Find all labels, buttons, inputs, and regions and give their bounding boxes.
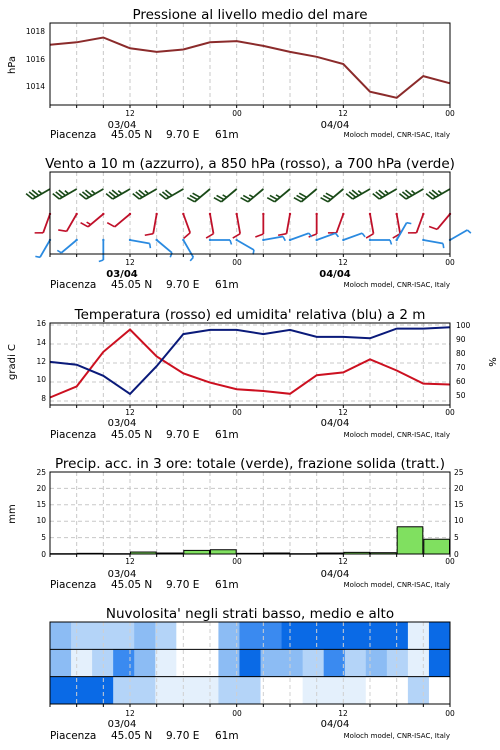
wind-barb-base [395, 239, 397, 241]
wind-barb-shaft [397, 214, 400, 234]
cloud-cell-medio [345, 649, 367, 676]
wind-barb-halffeather [92, 191, 96, 194]
wind-barb-shaft [237, 214, 240, 234]
wind-barb-shaft [423, 240, 443, 243]
pressure-date-0304: 03/04 [107, 120, 137, 131]
cloud-cell-alto [71, 622, 93, 649]
wind-barb-shaft [43, 214, 50, 233]
cloud-cell-alto [197, 622, 219, 649]
pressure-ytick-1014: 1014 [25, 82, 45, 91]
temp-credit: Moloch model, CNR-ISAC, Italy [343, 431, 450, 439]
wind-barb-shaft [237, 240, 254, 250]
wind-barb-base [75, 239, 77, 241]
temp-location-elev: 61m [215, 429, 239, 441]
pressure-credit: Moloch model, CNR-ISAC, Italy [343, 131, 450, 139]
cloud-credit: Moloch model, CNR-ISAC, Italy [343, 732, 450, 740]
precip-ytick-right-5: 5 [454, 533, 459, 542]
wind-barb-halffeather [390, 240, 392, 245]
cloud-cell-medio [197, 649, 219, 676]
cloud-date-0404: 04/04 [320, 719, 350, 730]
wind-barb-halffeather [150, 243, 151, 248]
wind-xtick-00a: 00 [232, 258, 242, 267]
cloud-cell-alto [324, 622, 346, 649]
cloud-cell-alto [303, 622, 325, 649]
wind-barb-shaft [210, 214, 213, 234]
wind-barb-feather [107, 223, 114, 227]
wind-barb-850 [58, 213, 78, 232]
wind-barb-halffeather [87, 222, 91, 224]
wind-barb-halffeather [38, 191, 42, 194]
cloud-cell-basso [387, 677, 409, 704]
cloud-cell-basso [176, 677, 198, 704]
cloud-cell-basso [282, 677, 304, 704]
wind-barb-halffeather [358, 191, 362, 194]
precip-date-0404: 04/04 [320, 569, 350, 580]
wind-xtick-00b: 00 [445, 258, 455, 267]
cloud-cell-medio [387, 649, 409, 676]
wind-barb-700 [321, 189, 344, 202]
hum-ytick-90: 90 [456, 335, 466, 344]
wind-barb-halffeather [145, 191, 149, 194]
wind-barb-base [209, 213, 211, 215]
wind-barb-base [102, 239, 104, 241]
cloud-cell-medio [239, 649, 261, 676]
temp-location-lon: 9.70 E [166, 429, 200, 441]
wind-date-0304: 03/04 [106, 269, 138, 280]
wind-barb-850 [182, 213, 190, 239]
wind-barb-base [395, 213, 397, 215]
cloud-cell-basso [113, 677, 135, 704]
wind-barb-10m [262, 237, 285, 242]
hum-ytick-60: 60 [456, 377, 466, 386]
wind-barb-shaft [40, 240, 50, 257]
pressure-ytick-1018: 1018 [25, 27, 45, 36]
precip-ytick-right-0: 0 [454, 550, 459, 559]
temp-ytick-10: 10 [36, 375, 46, 384]
cloud-cell-alto [155, 622, 177, 649]
wind-barb-base [289, 213, 291, 215]
wind-barb-850 [278, 213, 291, 235]
wind-barb-base [155, 213, 157, 215]
wind-barb-850 [309, 213, 318, 237]
wind-barb-700 [159, 189, 183, 199]
wind-barb-base [342, 239, 344, 241]
wind-barb-shaft [370, 214, 373, 234]
wind-barb-base [422, 213, 424, 215]
precip-grid [50, 472, 450, 557]
wind-barbs [26, 189, 471, 262]
wind-location-name: Piacenza [50, 279, 97, 291]
precip-ytick-right-25: 25 [454, 468, 464, 477]
wind-barb-base [315, 239, 317, 241]
wind-barb-700 [214, 189, 237, 202]
wind-barb-10m [342, 233, 365, 241]
pressure-location-elev: 61m [215, 129, 239, 141]
wind-barb-shaft [183, 214, 190, 233]
cloud-cell-alto [239, 622, 261, 649]
wind-barb-base [129, 213, 131, 215]
cloud-location-lat: 45.05 N [111, 730, 153, 742]
wind-barb-halffeather [118, 191, 122, 194]
wind-barb-700 [106, 189, 130, 199]
precip-ytick-10: 10 [36, 516, 46, 525]
wind-location-lon: 9.70 E [166, 279, 200, 291]
wind-barb-700 [53, 189, 77, 199]
wind-barb-10m [369, 239, 392, 245]
cloud-cell-medio [366, 649, 388, 676]
wind-barb-base [209, 239, 211, 241]
cloud-cell-alto [134, 622, 156, 649]
wind-barb-10m [422, 239, 444, 248]
wind-barb-halffeather [283, 237, 285, 241]
pressure-xtick-12a: 12 [125, 109, 135, 118]
wind-panel [26, 156, 471, 291]
precip-bar [397, 527, 423, 554]
pressure-location-lon: 9.70 E [166, 129, 200, 141]
pressure-panel [7, 7, 455, 141]
cloud-cell-medio [176, 649, 198, 676]
precip-ytick-15: 15 [36, 500, 46, 509]
wind-date-0404: 04/04 [319, 269, 351, 280]
cloud-xtick-12a: 12 [125, 709, 135, 718]
temp-location-name: Piacenza [50, 429, 97, 441]
precipitation-panel [7, 456, 464, 591]
cloud-cell-basso [324, 677, 346, 704]
wind-barb-700 [133, 189, 157, 199]
wind-barb-halffeather [57, 250, 61, 252]
wind-barb-10m [99, 239, 105, 262]
wind-barb-base [369, 213, 371, 215]
temperature-frame [50, 323, 450, 405]
wind-barb-base [262, 213, 264, 215]
wind-barb-feather [58, 230, 66, 231]
temperature-grid [50, 323, 450, 408]
precip-bar [184, 550, 210, 554]
wind-barb-850 [107, 213, 131, 227]
wind-barb-700 [26, 189, 50, 199]
pressure-xtick-00b: 00 [445, 109, 455, 118]
wind-barb-10m [235, 239, 254, 255]
temp-ytick-12: 12 [36, 357, 46, 366]
wind-barb-850 [206, 213, 213, 238]
wind-barb-base [315, 213, 317, 215]
precip-ylabel: mm [7, 504, 18, 524]
wind-barb-halffeather [249, 195, 253, 197]
wind-barb-10m [57, 239, 78, 253]
precip-bars [51, 527, 450, 554]
wind-barb-shaft [263, 237, 283, 240]
precip-location-lat: 45.05 N [111, 579, 153, 591]
wind-barb-shaft [317, 233, 336, 240]
wind-barb-850 [81, 213, 105, 227]
wind-barb-shaft [287, 214, 290, 234]
temp-date-0404: 04/04 [320, 418, 350, 429]
wind-barb-shaft [130, 240, 150, 243]
wind-barb-halffeather [190, 257, 193, 261]
wind-barb-shaft [450, 230, 467, 240]
wind-barb-halffeather [467, 230, 471, 233]
wind-barb-700 [267, 189, 290, 202]
precip-xtick-12a: 12 [125, 557, 135, 566]
cloud-cell-alto [366, 622, 388, 649]
wind-barb-850 [255, 213, 264, 237]
temperature-title: Temperatura (rosso) ed umidita' relativa (blu) a 2 m [74, 307, 426, 323]
wind-barb-700 [426, 189, 450, 199]
temp-xtick-00b: 00 [445, 408, 455, 417]
humidity-ylabel: % [486, 357, 497, 367]
wind-barb-halffeather [412, 191, 416, 194]
cloud-cell-alto [429, 622, 451, 649]
temp-xtick-00a: 00 [232, 408, 242, 417]
precip-xtick-12b: 12 [338, 557, 348, 566]
wind-barb-10m [315, 233, 338, 241]
wind-barb-base [342, 213, 344, 215]
cloud-cell-basso [429, 677, 451, 704]
pressure-title: Pressione al livello medio del mare [132, 7, 368, 23]
hum-ytick-70: 70 [456, 363, 466, 372]
wind-barb-10m [449, 230, 471, 241]
cloud-cell-basso [155, 677, 177, 704]
cloud-xtick-00a: 00 [232, 709, 242, 718]
wind-barb-shaft [153, 214, 156, 234]
cloud-cell-medio [113, 649, 135, 676]
wind-barb-halffeather [65, 191, 69, 194]
wind-barb-shaft [115, 214, 130, 227]
precip-xtick-00a: 00 [232, 557, 242, 566]
wind-barb-base [422, 239, 424, 241]
cloud-cell-basso [345, 677, 367, 704]
temp-xtick-12b: 12 [338, 408, 348, 417]
hum-ytick-100: 100 [456, 321, 471, 330]
wind-barb-shaft [343, 233, 362, 240]
wind-barb-base [102, 213, 104, 215]
wind-barb-feather [278, 234, 286, 236]
wind-xtick-12a: 12 [125, 258, 135, 267]
precip-ytick-25: 25 [36, 468, 46, 477]
cloud-cell-basso [239, 677, 261, 704]
wind-barb-base [369, 239, 371, 241]
cloud-cell-basso [134, 677, 156, 704]
precip-location-lon: 9.70 E [166, 579, 200, 591]
wind-barb-halffeather [362, 233, 365, 237]
temp-xtick-12a: 12 [125, 408, 135, 417]
precip-location-name: Piacenza [50, 579, 97, 591]
wind-barb-10m [209, 239, 232, 245]
wind-barb-halffeather [230, 240, 232, 245]
wind-barb-shaft [437, 214, 450, 229]
precip-frame [50, 472, 450, 554]
cloud-cell-medio [324, 649, 346, 676]
wind-barb-shaft [183, 240, 193, 257]
temp-ytick-16: 16 [36, 319, 46, 328]
wind-barb-700 [79, 189, 103, 199]
wind-barb-halffeather [443, 243, 444, 248]
pressure-date-0404: 04/04 [320, 120, 350, 131]
wind-barb-700 [241, 189, 264, 202]
precip-ytick-right-15: 15 [454, 500, 464, 509]
wind-location-elev: 61m [215, 279, 239, 291]
cloud-cell-basso [71, 677, 93, 704]
wind-barb-halffeather [99, 260, 104, 262]
cloud-cell-medio [134, 649, 156, 676]
precip-credit: Moloch model, CNR-ISAC, Italy [343, 581, 450, 589]
precip-xtick-00b: 00 [445, 557, 455, 566]
wind-barb-base [182, 213, 184, 215]
wind-barb-feather [184, 233, 190, 239]
cloud-cell-alto [50, 622, 72, 649]
pressure-xtick-00a: 00 [232, 109, 242, 118]
cloud-xtick-00b: 00 [445, 709, 455, 718]
cloud-cell-medio [282, 649, 304, 676]
wind-barb-base [235, 239, 237, 241]
wind-barb-10m [289, 233, 312, 241]
wind-barb-halffeather [35, 256, 40, 257]
wind-grid [50, 172, 450, 257]
wind-barb-feather [255, 234, 263, 237]
wind-barb-base [129, 239, 131, 241]
wind-barb-850 [35, 213, 52, 233]
cloud-cell-alto [176, 622, 198, 649]
cloud-cell-alto [408, 622, 430, 649]
wind-barb-base [155, 239, 157, 241]
cloud-location-lon: 9.70 E [166, 730, 200, 742]
wind-location-lat: 45.05 N [111, 279, 153, 291]
wind-barb-10m [35, 239, 51, 258]
cloud-panel [50, 606, 455, 742]
pressure-location-lat: 45.05 N [111, 129, 153, 141]
temp-ytick-14: 14 [36, 338, 46, 347]
precip-title: Precip. acc. in 3 ore: totale (verde), frazione solida (tratt.) [55, 456, 445, 472]
wind-barb-700 [294, 189, 317, 202]
temp-ytick-8: 8 [41, 394, 46, 403]
cloud-cell-basso [197, 677, 219, 704]
temperature-ylabel: gradi C [7, 344, 18, 380]
pressure-frame [50, 23, 450, 105]
temp-date-0304: 03/04 [107, 418, 137, 429]
hum-ytick-80: 80 [456, 349, 466, 358]
cloud-location-name: Piacenza [50, 730, 97, 742]
precip-ytick-5: 5 [41, 533, 46, 542]
humidity-line [50, 327, 450, 394]
precip-ytick-right-10: 10 [454, 516, 464, 525]
wind-barb-feather [81, 223, 88, 227]
wind-barb-halffeather [385, 191, 389, 194]
wind-barb-base [289, 239, 291, 241]
wind-barb-shaft [67, 214, 77, 231]
wind-barb-shaft [61, 240, 76, 253]
wind-barb-feather [429, 226, 437, 229]
wind-credit: Moloch model, CNR-ISAC, Italy [343, 281, 450, 289]
wind-barb-halffeather [223, 195, 227, 197]
wind-barb-shaft [157, 240, 172, 253]
wind-barb-850 [233, 213, 240, 238]
pressure-line [50, 38, 450, 98]
wind-barb-halffeather [438, 191, 442, 194]
precip-ytick-right-20: 20 [454, 484, 464, 493]
pressure-xtick-12b: 12 [338, 109, 348, 118]
wind-barb-feather [145, 234, 153, 236]
pressure-ytick-1016: 1016 [25, 55, 45, 64]
cloud-cell-alto [113, 622, 135, 649]
cloud-cell-alto [282, 622, 304, 649]
cloud-cell-alto [387, 622, 409, 649]
temp-location-lat: 45.05 N [111, 429, 153, 441]
cloud-date-0304: 03/04 [107, 719, 137, 730]
cloud-cell-medio [155, 649, 177, 676]
pressure-location-name: Piacenza [50, 129, 97, 141]
wind-xtick-12b: 12 [338, 258, 348, 267]
wind-barb-700 [346, 189, 370, 199]
wind-barb-shaft [336, 214, 343, 233]
cloud-cell-medio [429, 649, 451, 676]
hum-ytick-50: 50 [456, 391, 466, 400]
precip-ytick-0: 0 [41, 550, 46, 559]
cloud-cell-medio [50, 649, 72, 676]
wind-barb-850 [328, 213, 345, 233]
wind-barb-700 [399, 189, 423, 199]
cloud-cell-basso [366, 677, 388, 704]
cloud-location-elev: 61m [215, 730, 239, 742]
wind-barb-850 [145, 213, 158, 235]
wind-barb-base [182, 239, 184, 241]
wind-barb-base [235, 213, 237, 215]
wind-barb-halffeather [276, 195, 280, 197]
precip-bar [211, 550, 237, 554]
wind-barb-shaft [290, 233, 309, 240]
wind-barb-10m [129, 239, 151, 248]
precip-bar [424, 539, 450, 554]
cloud-cell-medio [303, 649, 325, 676]
cloud-xtick-12b: 12 [338, 709, 348, 718]
wind-barb-700 [373, 189, 397, 199]
wind-barb-halffeather [407, 223, 412, 224]
precip-date-0304: 03/04 [107, 569, 137, 580]
pressure-ylabel: hPa [7, 55, 18, 75]
cloud-cell-basso [303, 677, 325, 704]
wind-title: Vento a 10 m (azzurro), a 850 hPa (rosso), a 700 hPa (verde) [45, 156, 455, 172]
temperature-humidity-panel [7, 307, 497, 441]
wind-barb-shaft [416, 214, 423, 233]
wind-barb-850 [366, 213, 373, 238]
cloud-cell-basso [408, 677, 430, 704]
precip-location-elev: 61m [215, 579, 239, 591]
precip-ytick-20: 20 [36, 484, 46, 493]
cloud-cell-basso [50, 677, 72, 704]
cloud-title: Nuvolosita' negli strati basso, medio e alto [105, 606, 395, 622]
wind-barb-halffeather [335, 233, 338, 237]
wind-barb-850 [429, 213, 451, 230]
cloud-cell-medio [408, 649, 430, 676]
cloud-cell-alto [345, 622, 367, 649]
wind-barb-700 [187, 189, 210, 202]
cloud-cells [50, 622, 451, 704]
wind-barb-base [75, 213, 77, 215]
wind-barb-base [262, 239, 264, 241]
cloud-cell-medio [71, 649, 93, 676]
